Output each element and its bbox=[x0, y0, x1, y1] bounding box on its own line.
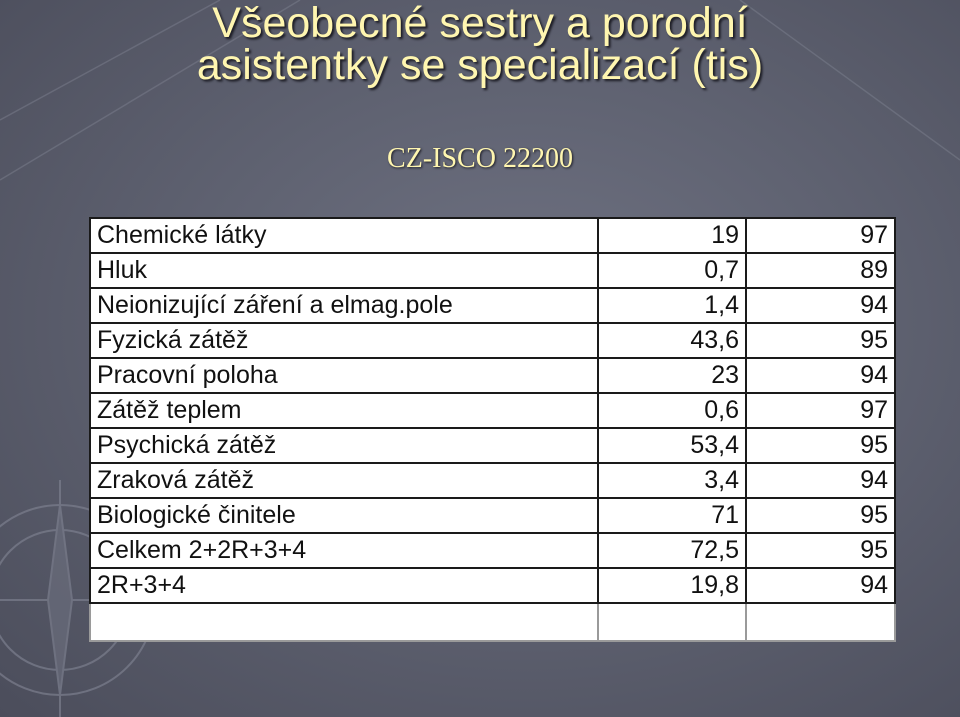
row-label: 2R+3+4 bbox=[90, 568, 598, 603]
row-percent: 95 bbox=[746, 428, 895, 463]
table-row bbox=[90, 463, 895, 498]
row-value: 3,4 bbox=[598, 463, 746, 498]
table-row bbox=[90, 253, 895, 288]
row-value: 0,7 bbox=[598, 253, 746, 288]
row-label: Hluk bbox=[90, 253, 598, 288]
table-row bbox=[90, 393, 895, 428]
row-percent: 94 bbox=[746, 358, 895, 393]
row-percent: 94 bbox=[746, 288, 895, 323]
row-percent: 95 bbox=[746, 498, 895, 533]
row-label: Psychická zátěž bbox=[90, 428, 598, 463]
table-row bbox=[90, 428, 895, 463]
table-row bbox=[90, 288, 895, 323]
row-percent: 94 bbox=[746, 463, 895, 498]
empty-cell bbox=[746, 603, 895, 641]
row-label: Zátěž teplem bbox=[90, 393, 598, 428]
row-value: 19 bbox=[598, 218, 746, 253]
row-label: Celkem 2+2R+3+4 bbox=[90, 533, 598, 568]
row-value: 0,6 bbox=[598, 393, 746, 428]
row-label: Neionizující záření a elmag.pole bbox=[90, 288, 598, 323]
row-percent: 97 bbox=[746, 393, 895, 428]
row-percent: 95 bbox=[746, 323, 895, 358]
empty-cell bbox=[90, 603, 598, 641]
row-label: Biologické činitele bbox=[90, 498, 598, 533]
slide-title-line-2: asistentky se specializací (tis) bbox=[196, 41, 764, 89]
row-value: 43,6 bbox=[598, 323, 746, 358]
row-label: Chemické látky bbox=[90, 218, 598, 253]
slide-title bbox=[0, 0, 960, 89]
row-value: 53,4 bbox=[598, 428, 746, 463]
row-value: 23 bbox=[598, 358, 746, 393]
slide-title-line-1: Všeobecné sestry a porodní bbox=[212, 0, 748, 47]
row-percent: 89 bbox=[746, 253, 895, 288]
table-row bbox=[90, 323, 895, 358]
empty-table-row bbox=[90, 603, 895, 641]
row-value: 72,5 bbox=[598, 533, 746, 568]
row-label: Zraková zátěž bbox=[90, 463, 598, 498]
table-row bbox=[90, 533, 895, 568]
row-value: 71 bbox=[598, 498, 746, 533]
table-row bbox=[90, 568, 895, 603]
row-value: 19,8 bbox=[598, 568, 746, 603]
risk-factors-table bbox=[89, 217, 896, 642]
slide-subtitle: CZ-ISCO 22200 bbox=[387, 143, 573, 174]
row-label: Fyzická zátěž bbox=[90, 323, 598, 358]
table-row bbox=[90, 498, 895, 533]
table-row bbox=[90, 358, 895, 393]
empty-cell bbox=[598, 603, 746, 641]
row-percent: 95 bbox=[746, 533, 895, 568]
row-label: Pracovní poloha bbox=[90, 358, 598, 393]
row-percent: 97 bbox=[746, 218, 895, 253]
table-row bbox=[90, 218, 895, 253]
row-value: 1,4 bbox=[598, 288, 746, 323]
row-percent: 94 bbox=[746, 568, 895, 603]
